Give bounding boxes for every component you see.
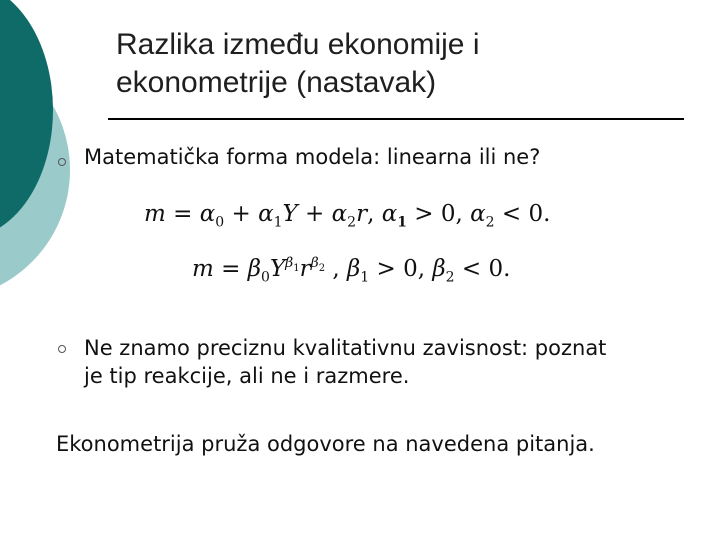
bullet-2-line-2: je tip reakcije, ali ne i razmere. [84, 364, 410, 388]
bullet-circle-icon [58, 345, 66, 353]
formula-power: $m = \beta_0Y^{\beta_1}r^{\beta_2}$ , $\beta_1 > 0$, $\beta_2 < 0$. [192, 255, 511, 286]
slide-title [116, 26, 696, 102]
decorative-circles [0, 0, 90, 300]
conclusion-text: Ekonometrija pruža odgovore na navedena pitanja. [56, 432, 595, 456]
bullet-2-line-1: Ne znamo preciznu kvalitativnu zavisnost: poznat [84, 336, 607, 360]
title-rule [108, 118, 684, 120]
formula-linear: $m = \alpha_0 + \alpha_1Y + \alpha_2r$, $\alpha_1 > 0$, $\alpha_2 < 0$. [144, 201, 551, 231]
title-line-1: Razlika između ekonomije i [116, 28, 480, 61]
bullet-circle-icon [58, 158, 66, 166]
bullet-1-text: Matematička forma modela: linearna ili ne? [84, 145, 541, 169]
title-line-2: ekonometrije (nastavak) [116, 66, 437, 99]
